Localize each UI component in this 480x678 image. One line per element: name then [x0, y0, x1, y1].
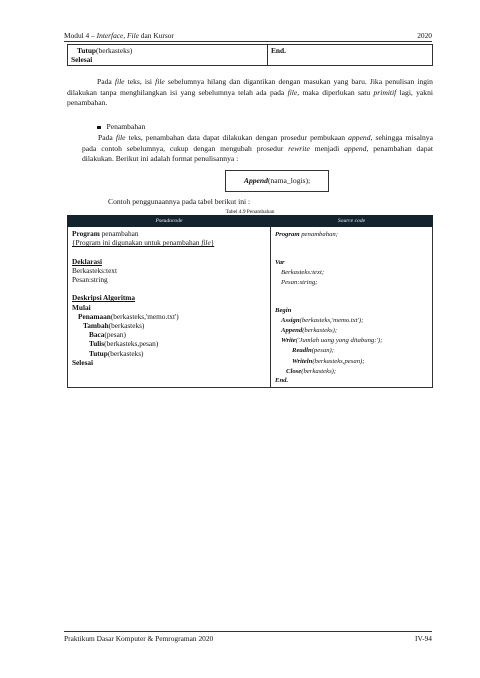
header-year: 2020 [417, 31, 432, 40]
header-title: Modul 4 – Interface, File dan Kursor [64, 31, 174, 40]
table-caption: Tabel 4.9 Penambahan [225, 209, 275, 215]
top-table [67, 44, 433, 66]
top-table-left: Tutup(berkasteks) Selesai [68, 45, 268, 66]
source-code-cell: Program penambahan; Var Berkasteks:text; Pesan:string; Begin Assign(berkasteks,'memo.txt'); Append(berkasteks); Write('Jumlah uang yang ditabung:'); Readln(pesan); Writeln(berkasteks,pesan); Close(berkasteks); End. [271, 227, 433, 388]
footer-title: Praktikum Dasar Komputer & Pemrograman 2020 [64, 634, 214, 643]
pseudocode-cell: Program penambahan {Program ini digunakan untuk penambahan file} Deklarasi Berkasteks:text Pesan:string Deskripsi Algoritma Mulai Penamaan(berkasteks,'memo.txt') Tambah(berkasteks) Baca(pesan) Tulis(berkasteks,pesan) Tutup(berkasteks) Selesai [68, 227, 271, 388]
example-intro: Contoh penggunaannya pada tabel berikut ini : [108, 197, 251, 206]
paragraph-2: Pada file teks, penambahan data dapat dilakukan dengan prosedur pembukaan append, sehingga misalnya pada contoh sebelumnya, cukup dengan mengubah prosedur rewrite menjadi append, penambahan dapat dilakukan. Berikut ini adalah format penulisannya : [82, 133, 433, 164]
paragraph-1: Pada file teks, isi file sebelumnya hilang dan digantikan dengan masukan yang baru. Jika penulisan ingin dilakukan tanpa menghilangkan isi yang sebelumnya telah ada pada file, maka diperlukan satu primitif lagi, yakni penambahan. [67, 77, 433, 108]
code-table-head-left: Pseudocode [68, 216, 271, 227]
page-number: IV-94 [415, 634, 432, 643]
bullet-penambahan: Penambahan [97, 122, 145, 131]
code-table [67, 215, 433, 388]
top-table-right: End. [268, 45, 433, 66]
format-box: Append(nama_logis); [225, 170, 329, 192]
page-footer [64, 631, 432, 643]
bullet-icon [97, 126, 101, 130]
code-table-head-right: Source code [271, 216, 433, 227]
page-header [64, 31, 432, 42]
